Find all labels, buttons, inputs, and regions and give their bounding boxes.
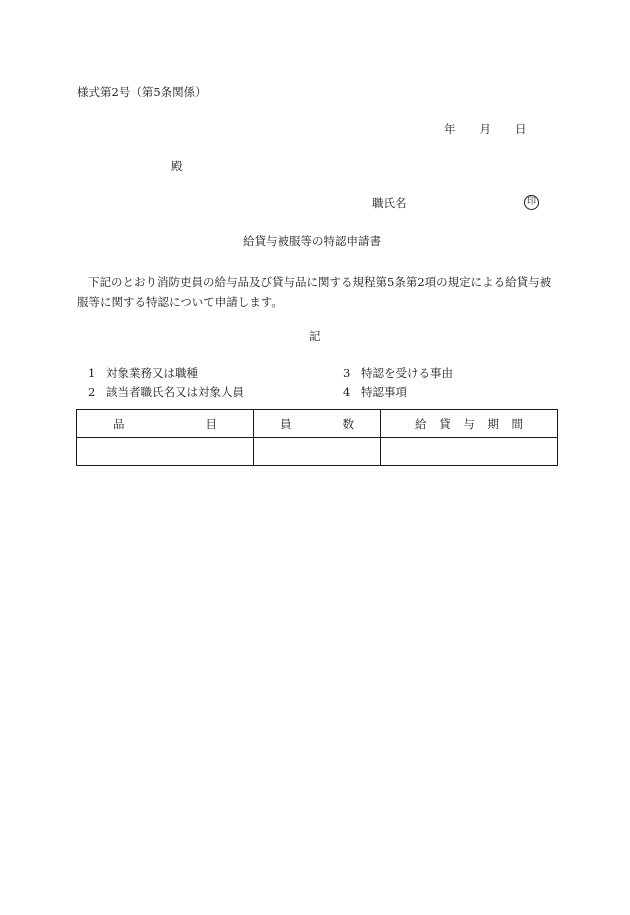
applicant-name-label: 職氏名 [372,196,407,210]
column-header-item [77,410,254,438]
table-cell-item[interactable] [77,438,254,466]
header-char: 品 [113,416,125,431]
header-char: 員 [280,416,292,431]
header-char: 間 [511,416,523,431]
item-number: 4 [343,385,351,399]
date-line [444,124,527,136]
table-row [77,438,558,466]
document-title: 給貸与被服等の特認申請書 [243,234,381,248]
ki-heading: 記 [309,329,321,343]
header-char: 数 [342,416,354,431]
body-paragraph: 下記のとおり消防吏員の給与品及び貸与品に関する規程第5条第2項の規定による給貸与被服等に関する特認について申請します。 [77,275,552,309]
column-header-period [381,410,558,438]
item-number: 3 [343,366,351,380]
list-item [88,387,244,399]
month-label: 月 [479,122,491,136]
item-label: 特認事項 [361,385,407,399]
day-label: 日 [515,122,527,136]
item-number: 1 [88,366,96,380]
header-char: 期 [487,416,499,431]
item-label: 特認を受ける事由 [361,366,453,380]
list-item [343,387,407,399]
table-header-row [77,410,558,438]
item-label: 対象業務又は職種 [106,366,198,380]
seal-mark: 印 [524,195,539,210]
column-header-count [254,410,381,438]
item-label: 該当者職氏名又は対象人員 [106,385,244,399]
list-item [88,368,198,380]
header-char: 目 [205,416,217,431]
header-char: 給 [415,416,427,431]
items-table [76,409,558,466]
table-cell-count[interactable] [254,438,381,466]
addressee-honorific: 殿 [171,159,183,173]
table-cell-period[interactable] [381,438,558,466]
item-number: 2 [88,385,96,399]
header-char: 与 [463,416,475,431]
form-number: 様式第2号（第5条関係） [77,85,207,99]
year-label: 年 [444,122,456,136]
list-item [343,368,453,380]
header-char: 貸 [439,416,451,431]
